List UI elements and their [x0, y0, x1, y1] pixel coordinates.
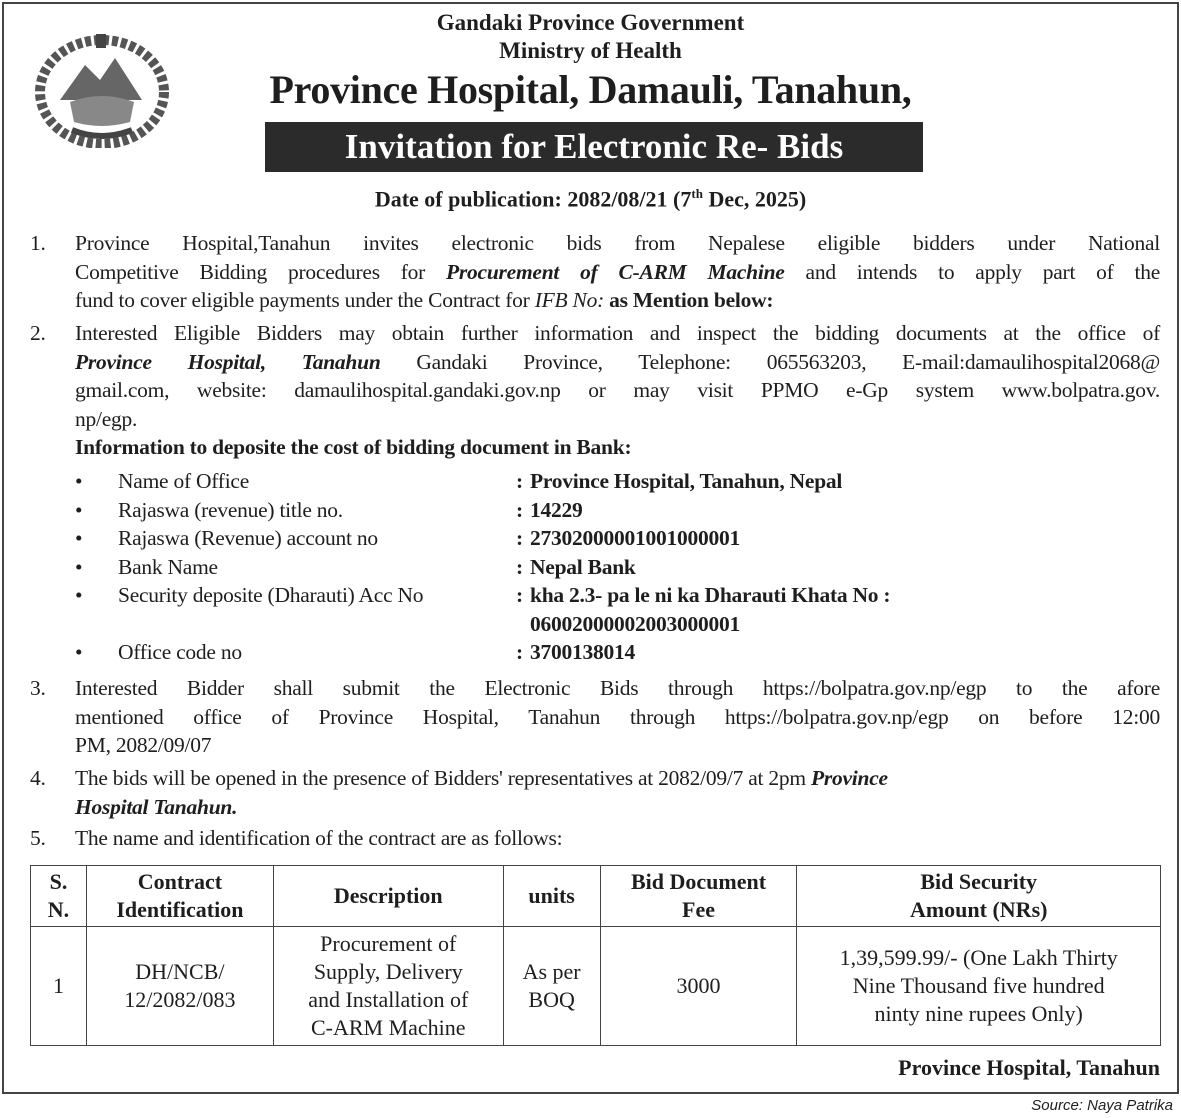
text-line: Province	[810, 766, 888, 790]
cell-units	[503, 927, 600, 1046]
text-line: •	[75, 526, 83, 550]
text-line: Amount (NRs)	[909, 897, 1048, 922]
text-line: The bids will be opened in the presence of Bidders' representatives at 2082/09/7 at 2pm	[75, 766, 811, 790]
item-number: 4.	[30, 766, 46, 790]
text-line: np/egp.	[75, 406, 138, 431]
header-description: Description	[273, 866, 503, 927]
bank-info-row	[75, 553, 1160, 582]
text-line: •	[75, 583, 83, 607]
text-line	[75, 286, 1160, 315]
government-name: Gandaki Province Government	[436, 10, 745, 35]
text-line: fund to cover eligible payments under the Contract for	[75, 288, 535, 313]
text-line: Interested Eligible Bidders may obtain further information and inspect the bidding documents at the office of	[75, 321, 1160, 345]
contract-table	[30, 865, 1161, 1046]
text-line: ninty nine rupees Only)	[874, 1001, 1083, 1026]
text-line: Rajaswa (revenue) title no.	[118, 497, 343, 522]
notice-title: Invitation for Electronic Re- Bids	[265, 122, 923, 172]
ministry-name: Ministry of Health	[499, 38, 682, 63]
text-line: Rajaswa (Revenue) account no	[118, 526, 378, 550]
bank-info-row	[75, 467, 1160, 496]
text-line: Procurement of	[320, 931, 457, 956]
text-line: :	[516, 497, 523, 522]
text-line: Identification	[116, 897, 244, 922]
item-2-paragraph	[75, 319, 1160, 462]
header-sn	[31, 866, 87, 927]
text-line: :	[516, 526, 523, 550]
table-row	[31, 927, 1161, 1046]
item-number: 3.	[30, 676, 46, 700]
signature: Province Hospital, Tanahun	[898, 1055, 1160, 1080]
text-line: Security deposite (Dharauti) Acc No	[118, 583, 424, 607]
text-line: As per	[522, 959, 581, 984]
bank-info-row	[75, 581, 1160, 610]
text-line: •	[75, 469, 83, 493]
text-line: 1,39,599.99/- (One Lakh Thirty	[839, 945, 1118, 970]
text-line: :	[516, 469, 523, 493]
text-line	[75, 764, 1160, 793]
text-line: Competitive Bidding procedures for	[75, 259, 447, 284]
text-line: Hospital Tanahun.	[75, 794, 238, 819]
item-number: 2.	[30, 321, 46, 345]
item-3-paragraph	[75, 674, 1160, 760]
table-header-row	[31, 866, 1161, 927]
text-line: •	[75, 554, 83, 579]
text-line: Province Hospital,Tanahun invites electronic bids from Nepalese eligible bidders under National	[75, 231, 1160, 255]
text-line: •	[75, 640, 83, 664]
text-line: C-ARM Machine	[310, 1015, 466, 1040]
text-line: S.	[49, 869, 68, 894]
text-line: 27302000001001000001	[530, 526, 740, 550]
item-number: 5.	[30, 826, 46, 850]
hospital-name: Province Hospital, Damauli, Tanahun,	[269, 67, 912, 112]
text-line: Bid Document	[630, 869, 767, 894]
text-line: Supply, Delivery	[313, 959, 463, 984]
header-units: units	[503, 866, 600, 927]
cell-description	[273, 927, 503, 1046]
text-line: Bid Security	[920, 869, 1038, 894]
text-line: Procurement of C-ARM Machine	[446, 259, 785, 284]
item-4-paragraph	[75, 764, 1160, 821]
header-bid-document-fee	[600, 866, 797, 927]
text-line: 06002000002003000001	[530, 611, 740, 636]
text-line: 3700138014	[530, 640, 635, 664]
text-line: Office code no	[118, 640, 242, 664]
cell-fee: 3000	[600, 927, 797, 1046]
item-1-paragraph	[75, 229, 1160, 315]
text-line: Gandaki Province, Telephone: 065563203, E-mail:damaulihospital2068@	[380, 349, 1160, 374]
text-line	[75, 258, 1160, 287]
text-line: mentioned office of Province Hospital, Tanahun through https://bolpatra.gov.np/egp on before 12:00	[75, 704, 1160, 729]
item-5-paragraph	[75, 824, 1160, 853]
text-line: DH/NCB/	[135, 959, 225, 984]
text-line: Fee	[682, 897, 715, 922]
text-line: 12/2082/083	[124, 987, 236, 1012]
text-line: as Mention below:	[604, 288, 774, 313]
text-line: N.	[47, 897, 70, 922]
source-credit: Source: Naya Patrika	[1031, 1097, 1173, 1114]
text-line	[75, 348, 1160, 377]
text-line: Date of publication: 2082/08/21 (7	[374, 186, 692, 212]
text-line: Name of Office	[118, 469, 250, 493]
bank-info-heading: Information to deposite the cost of bidding document in Bank:	[75, 435, 632, 460]
text-line: Dec, 2025)	[702, 186, 807, 212]
text-line: Province Hospital, Tanahun, Nepal	[530, 469, 843, 493]
cell-security	[797, 927, 1161, 1046]
header-bid-security-amount	[797, 866, 1161, 927]
bank-info-row	[75, 496, 1160, 525]
text-line: Nepal Bank	[530, 554, 636, 579]
text-line: The name and identification of the contract are as follows:	[75, 826, 563, 850]
bank-info-row	[75, 638, 1160, 667]
text-line: th	[691, 186, 703, 201]
text-line: BOQ	[528, 987, 575, 1012]
text-line: :	[516, 554, 523, 579]
bank-info-row-cont	[75, 610, 1160, 639]
text-line: :	[516, 583, 523, 607]
text-line: kha 2.3- pa le ni ka Dharauti Khata No :	[530, 583, 891, 607]
publication-date	[0, 186, 1181, 212]
text-line: IFB No:	[534, 288, 605, 313]
text-line: •	[75, 497, 83, 522]
text-line: Bank Name	[118, 554, 218, 579]
text-line: PM, 2082/09/07	[75, 733, 212, 758]
cell-sn: 1	[31, 927, 87, 1046]
text-line: Province Hospital, Tanahun	[75, 349, 381, 374]
bank-info-row	[75, 524, 1160, 553]
header-contract-identification	[86, 866, 273, 927]
text-line: Nine Thousand five hundred	[852, 973, 1105, 998]
item-number: 1.	[30, 231, 46, 255]
text-line: :	[516, 640, 523, 664]
cell-contract	[86, 927, 273, 1046]
text-line: Contract	[137, 869, 223, 894]
text-line: Interested Bidder shall submit the Electronic Bids through https://bolpatra.gov.np/egp to the afore	[75, 676, 1160, 700]
text-line: 14229	[530, 497, 583, 522]
text-line: and intends to apply part of the	[784, 259, 1161, 284]
text-line: gmail.com, website: damaulihospital.gandaki.gov.np or may visit PPMO e-Gp system www.bolpatra.gov.	[75, 378, 1160, 403]
text-line: and Installation of	[308, 987, 469, 1012]
